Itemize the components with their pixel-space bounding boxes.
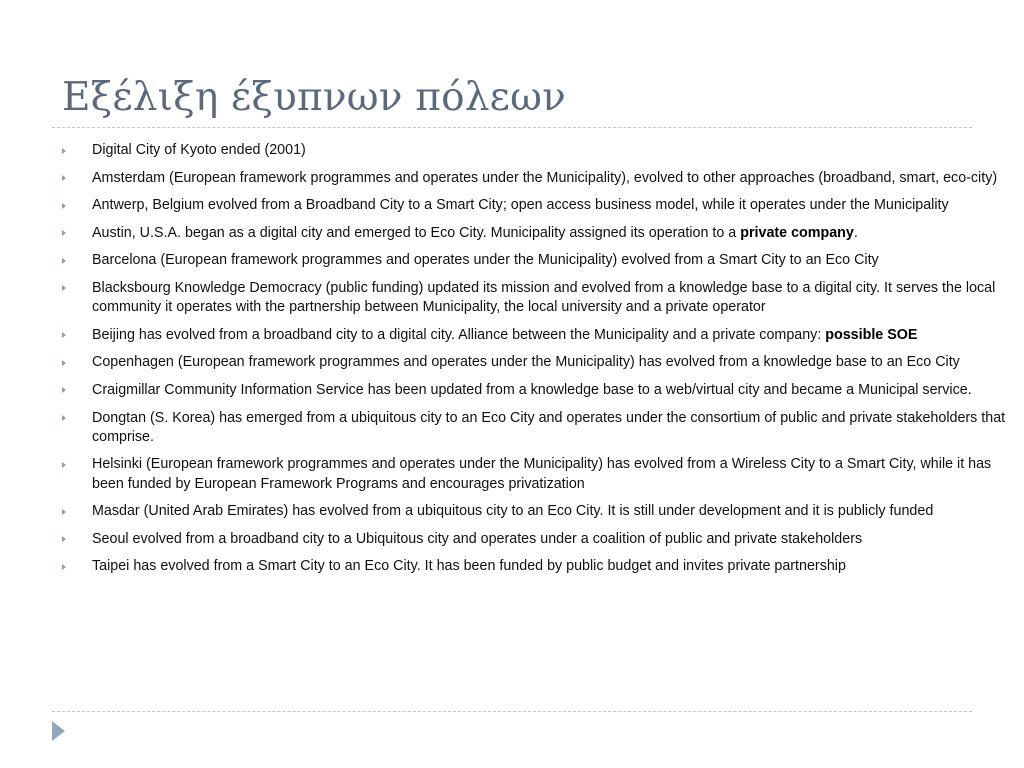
bullet-text: [92, 142, 306, 158]
footer-divider: [52, 711, 972, 712]
bullet-text: [92, 170, 997, 186]
list-item: [58, 353, 1018, 372]
bullet-emphasis: possible SOE: [825, 326, 918, 343]
bullet-text: [92, 327, 917, 343]
bullet-text: [92, 410, 1005, 445]
bullet-triangle-icon: [62, 564, 66, 570]
bullet-segment: Beijing has evolved from a broadband city to a digital city. Alliance between the Municipality and a private company:: [92, 326, 826, 343]
bullet-text: [92, 382, 972, 398]
bullet-triangle-icon: [62, 536, 66, 542]
bullet-triangle-icon: [62, 509, 66, 515]
list-item: [58, 557, 1018, 576]
bullet-text: [92, 503, 933, 519]
list-item: [58, 409, 1018, 447]
bullet-triangle-icon: [62, 285, 66, 291]
list-item: [58, 530, 1018, 549]
bullet-segment: Digital City of Kyoto ended (2001): [92, 142, 306, 158]
bullet-segment: Masdar (United Arab Emirates) has evolved from a ubiquitous city to an Eco City. It is still under development and it is publicly funded: [92, 503, 934, 520]
bullet-triangle-icon: [62, 203, 66, 209]
bullet-segment: Austin, U.S.A. began as a digital city and emerged to Eco City. Municipality assigned its operation to a: [92, 224, 741, 241]
list-item: [58, 141, 1018, 160]
bullet-segment: .: [853, 224, 858, 241]
bullet-triangle-icon: [62, 387, 66, 393]
bullet-text: [92, 531, 862, 547]
list-item: [58, 224, 1018, 243]
bullet-triangle-icon: [62, 148, 66, 154]
bullet-list: [58, 141, 1018, 585]
bullet-segment: Dongtan (S. Korea) has emerged from a ubiquitous city to an Eco City and operates under the consortium of public and private stakeholders that comprise.: [92, 409, 1006, 445]
bullet-triangle-icon: [62, 332, 66, 338]
bullet-emphasis: private company: [740, 224, 854, 241]
list-item: [58, 169, 1018, 188]
bullet-text: [92, 558, 846, 574]
list-item: [58, 196, 1018, 215]
list-item: [58, 279, 1018, 317]
bullet-triangle-icon: [62, 175, 66, 181]
list-item: [58, 251, 1018, 270]
bullet-triangle-icon: [62, 230, 66, 236]
bullet-segment: Barcelona (European framework programmes and operates under the Municipality) evolved from a Smart City to an Eco City: [92, 252, 879, 269]
bullet-triangle-icon: [62, 462, 66, 468]
bullet-segment: Helsinki (European framework programmes and operates under the Municipality) has evolved from a Wireless City to a Smart City, while it has been funded by European Framework Programs and encourages privatization: [92, 456, 992, 492]
bullet-triangle-icon: [62, 360, 66, 366]
bullet-text: [92, 456, 991, 491]
list-item: [58, 381, 1018, 400]
list-item: [58, 326, 1018, 345]
bullet-text: [92, 252, 879, 268]
list-item: [58, 455, 1018, 493]
bullet-text: [92, 225, 858, 241]
bullet-triangle-icon: [62, 415, 66, 421]
next-slide-arrow-icon[interactable]: [52, 721, 65, 741]
bullet-segment: Taipei has evolved from a Smart City to an Eco City. It has been funded by public budget and invites private partnership: [92, 558, 846, 575]
bullet-text: [92, 354, 960, 370]
list-item: [58, 502, 1018, 521]
bullet-segment: Seoul evolved from a broadband city to a Ubiquitous city and operates under a coalition of public and private stakeholders: [92, 530, 863, 547]
bullet-segment: Blacksbourg Knowledge Democracy (public funding) updated its mission and evolved from a knowledge base to a digital city. It serves the local community it operates with the partnership between Municipality, the local university and a private operator: [92, 279, 996, 316]
bullet-text: [92, 280, 995, 315]
title-divider: [52, 127, 972, 128]
bullet-text: [92, 197, 949, 213]
bullet-segment: Copenhagen (European framework programmes and operates under the Municipality) has evolved from a knowledge base to an Eco City: [92, 354, 960, 371]
bullet-triangle-icon: [62, 258, 66, 264]
slide-title: Εξέλιξη έξυπνων πόλεων: [62, 75, 566, 120]
bullet-segment: Amsterdam (European framework programmes and operates under the Municipality), evolved to other approaches (broadband, smart, eco-city): [92, 169, 998, 186]
bullet-segment: Antwerp, Belgium evolved from a Broadband City to a Smart City; open access business model, while it operates under the Municipality: [92, 197, 949, 214]
bullet-segment: Craigmillar Community Information Service has been updated from a knowledge base to a web/virtual city and became a Municipal service.: [92, 381, 972, 398]
